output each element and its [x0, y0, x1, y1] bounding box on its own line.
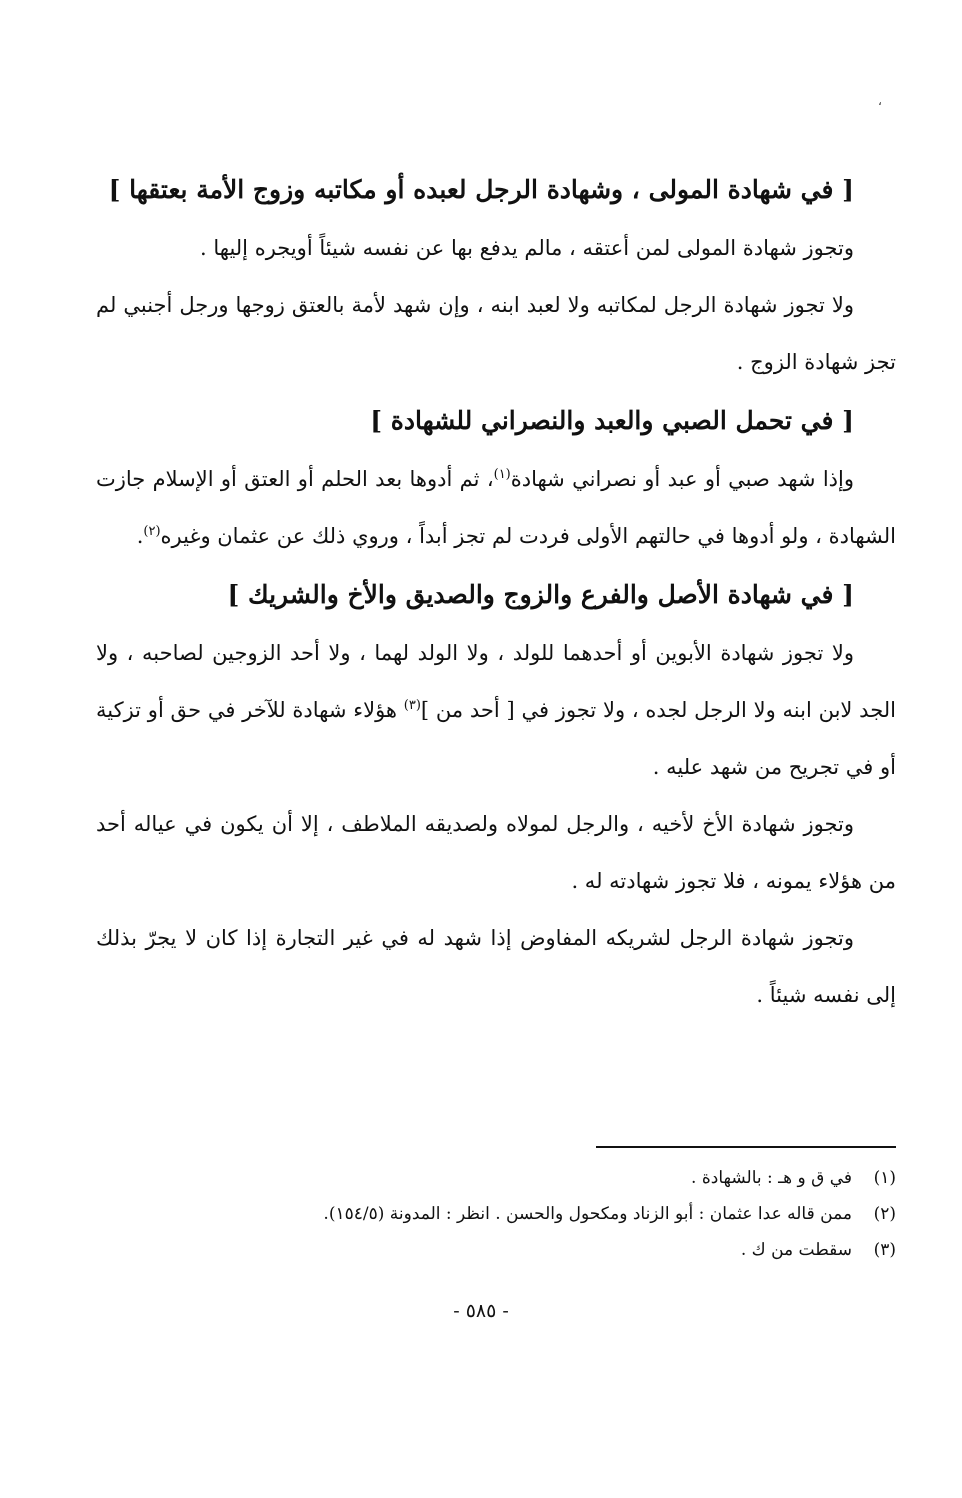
paragraph [96, 277, 896, 391]
margin-mark: ، [878, 94, 882, 108]
section-heading: [ في شهادة الأصل والفرع والزوج والصديق والأخ والشريك ] [227, 580, 854, 609]
footnote-number: (٣) [873, 1240, 896, 1260]
paragraph [96, 910, 896, 1024]
section-heading: [ في شهادة المولى ، وشهادة الرجل لعبده أو مكاتبه وزوج الأمة بعتقها ] [108, 175, 854, 204]
footnote-text: في ق و هـ : بالشهادة . [691, 1168, 852, 1188]
footnote-number: (١) [873, 1168, 896, 1188]
footnote-separator [596, 1146, 896, 1148]
paragraph-text: وتجوز شهادة الرجل لشريكه المفاوض إذا شهد له في غير التجارة إذا كان لا يجرّ بذلك إلى نفسه شيئاً . [96, 926, 896, 1007]
paragraph-text: ولا تجوز شهادة الأبوين أو أحدهما للولد ، ولا الولد لهما ، ولا أحد الزوجين لصاحبه ، ولا الجد لابن ابنه ولا الرجل لجده ، ولا تجوز في [ أحد من ] [96, 641, 896, 722]
footnote-list [150, 1160, 896, 1268]
footnote-number: (٢) [873, 1204, 896, 1224]
paragraph [96, 796, 896, 910]
paragraph-text: ولا تجوز شهادة الرجل لمكاتبه ولا لعبد ابنه ، وإن شهد لأمة بالعتق زوجها ورجل أجنبي لم تجز شهادة الزوج . [96, 293, 896, 374]
paragraph [96, 220, 896, 277]
section-heading: [ في تحمل الصبي والعبد والنصراني للشهادة ] [370, 406, 854, 435]
footnote-reference: (٢) [143, 524, 161, 539]
footnote-text: ممن قاله عدا عثمان : أبو الزناد ومكحول والحسن . انظر : المدونة (١٥٤/٥). [323, 1204, 852, 1224]
paragraph-text: وتجوز شهادة الأخ لأخيه ، والرجل لمولاه ولصديقه الملاطف ، إلا أن يكون في عياله أحد من هؤلاء يمونه ، فلا تجوز شهادته له . [96, 812, 896, 893]
paragraph [96, 451, 896, 565]
page-number: - ٥٨٥ - [453, 1300, 509, 1322]
paragraph-text: هؤلاء شهادة للآخر في حق أو تزكية أو في تجريح من شهد عليه . [96, 698, 896, 779]
footnote [150, 1196, 896, 1232]
footnote-text: سقطت من ك . [740, 1240, 852, 1260]
paragraph-text: . [136, 524, 144, 548]
page-body [96, 160, 896, 1024]
paragraph [96, 625, 896, 796]
footnotes [150, 1146, 896, 1268]
paragraph-text: ، ثم أدوها بعد الحلم أو العتق أو الإسلام جازت الشهادة ، ولو أدوها في حالتهم الأولى فردت لم تجز أبداً ، وروي ذلك عن عثمان وغيره [96, 467, 896, 548]
footnote [150, 1160, 896, 1196]
footnote-reference: (١) [493, 467, 511, 482]
footnote-reference: (٣) [403, 698, 421, 713]
footnote [150, 1232, 896, 1268]
paragraph-text: وإذا شهد صبي أو عبد أو نصراني شهادة [510, 467, 854, 491]
paragraph-text: وتجوز شهادة المولى لمن أعتقه ، مالم يدفع بها عن نفسه شيئاً أويجره إليها . [200, 236, 854, 260]
